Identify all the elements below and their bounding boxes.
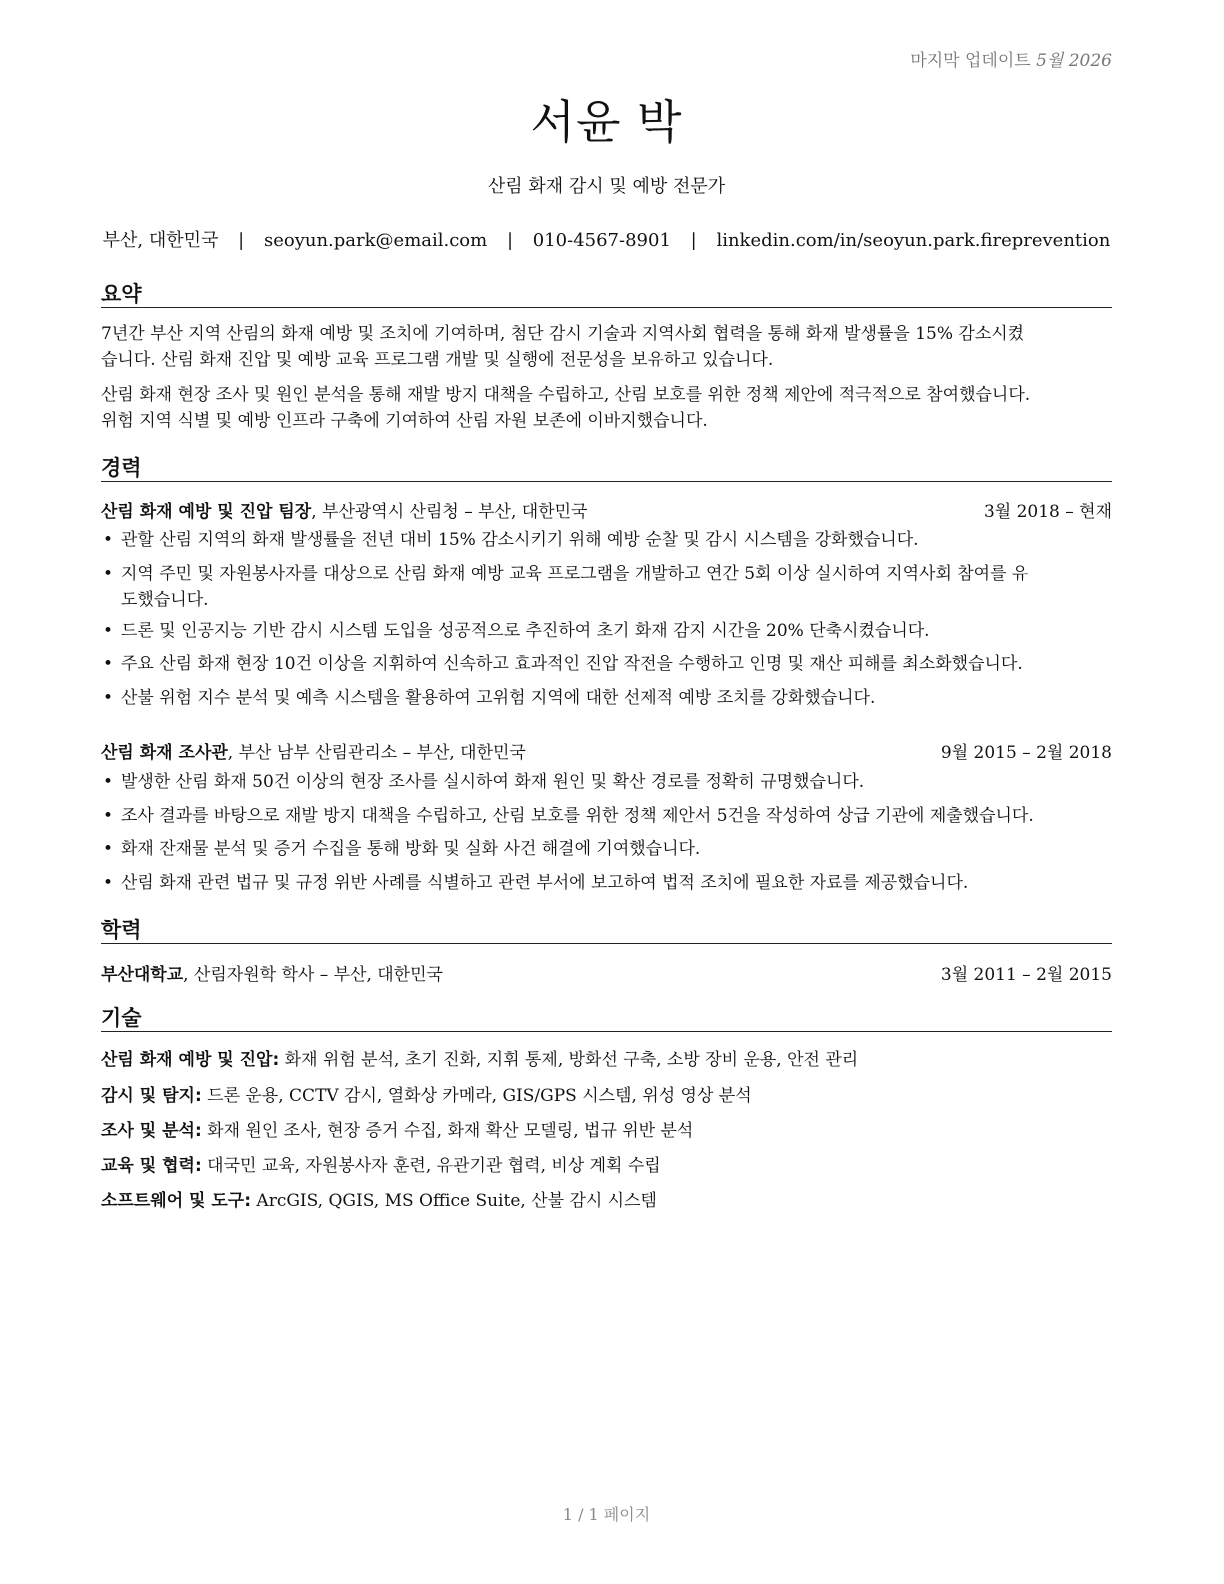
bullet-icon: • xyxy=(103,654,114,674)
bullet-text: 발생한 산림 화재 50건 이상의 현장 조사를 실시하여 화재 원인 및 확산 경로를 정확히 규명했습니다. xyxy=(121,772,865,792)
bullet-icon: • xyxy=(103,772,114,792)
section-title-summary: 요약 xyxy=(101,278,1112,308)
last-updated-label: 마지막 업데이트 xyxy=(910,51,1031,71)
skill-row xyxy=(101,1116,693,1141)
bullet-icon: • xyxy=(103,688,114,708)
education-dates: 3월 2011 – 2월 2015 xyxy=(940,965,1112,985)
education-school: 부산대학교 xyxy=(101,965,184,985)
bullet-text: 도했습니다. xyxy=(121,590,209,610)
bullet-icon: • xyxy=(103,873,114,893)
skill-label: 산림 화재 예방 및 진압: xyxy=(101,1050,280,1070)
summary-paragraph-2 xyxy=(101,382,1121,434)
contact-separator: | xyxy=(690,230,697,251)
skill-row xyxy=(101,1151,661,1176)
summary-paragraph-1 xyxy=(101,321,1121,373)
education-entry xyxy=(101,960,1112,984)
bullet-text: 지역 주민 및 자원봉사자를 대상으로 산림 화재 예방 교육 프로그램을 개발하고 연간 5회 이상 실시하여 지역사회 참여를 유 xyxy=(121,564,1029,584)
bullet-text: 산림 화재 관련 법규 및 규정 위반 사례를 식별하고 관련 부서에 보고하여 법적 조치에 필요한 자료를 제공했습니다. xyxy=(121,873,969,893)
job-header xyxy=(101,738,1112,762)
contact-separator: | xyxy=(238,230,245,251)
job-org: , 부산 남부 산림관리소 – 부산, 대한민국 xyxy=(227,743,526,763)
bullet-icon: • xyxy=(103,621,114,641)
summary-p1-line1: 7년간 부산 지역 산림의 화재 예방 및 조치에 기여하며, 첨단 감시 기술과 지역사회 협력을 통해 화재 발생률을 15% 감소시켰 xyxy=(101,324,1025,344)
skill-value: 드론 운용, CCTV 감시, 열화상 카메라, GIS/GPS 시스템, 위성 영상 분석 xyxy=(201,1086,752,1106)
contact-phone: 010-4567-8901 xyxy=(532,230,671,251)
bullet-text: 조사 결과를 바탕으로 재발 방지 대책을 수립하고, 산림 보호를 위한 정책 제안서 5건을 작성하여 상급 기관에 제출했습니다. xyxy=(121,806,1034,826)
education-degree: , 산림자원학 학사 – 부산, 대한민국 xyxy=(183,965,443,985)
skill-value: 화재 위험 분석, 초기 진화, 지휘 통제, 방화선 구축, 소방 장비 운용, 안전 관리 xyxy=(279,1050,859,1070)
skill-label: 교육 및 협력: xyxy=(101,1156,202,1176)
bullet-text: 드론 및 인공지능 기반 감시 시스템 도입을 성공적으로 추진하여 초기 화재 감지 시간을 20% 단축시켰습니다. xyxy=(121,621,930,641)
section-title-skills: 기술 xyxy=(101,1002,1112,1032)
skill-row xyxy=(101,1081,752,1106)
contact-separator: | xyxy=(506,230,514,251)
bullet-icon: • xyxy=(103,530,114,550)
skill-label: 조사 및 분석: xyxy=(101,1121,202,1141)
bullet-text: 관할 산림 지역의 화재 발생률을 전년 대비 15% 감소시키기 위해 예방 순찰 및 감시 시스템을 강화했습니다. xyxy=(121,530,919,550)
job-header xyxy=(101,497,1112,521)
skill-row xyxy=(101,1045,858,1070)
resume-page xyxy=(101,0,1112,1584)
skill-label: 소프트웨어 및 도구: xyxy=(101,1191,252,1211)
contact-linkedin[interactable]: linkedin.com/in/seoyun.park.fireprevention xyxy=(716,230,1111,251)
bullet-icon: • xyxy=(103,564,114,584)
job-org: , 부산광역시 산림청 – 부산, 대한민국 xyxy=(311,502,588,522)
summary-p1-line2: 습니다. 산림 화재 진압 및 예방 교육 프로그램 개발 및 실행에 전문성을 보유하고 있습니다. xyxy=(101,350,774,370)
job-role: 산림 화재 예방 및 진압 팀장 xyxy=(101,502,312,522)
bullet-text: 산불 위험 지수 분석 및 예측 시스템을 활용하여 고위험 지역에 대한 선제적 예방 조치를 강화했습니다. xyxy=(121,688,876,708)
job-role: 산림 화재 조사관 xyxy=(101,743,228,763)
skill-row xyxy=(101,1186,657,1211)
contact-line xyxy=(101,226,1112,252)
bullet-text: 화재 잔재물 분석 및 증거 수집을 통해 방화 및 실화 사건 해결에 기여했습니다. xyxy=(121,839,701,859)
skill-label: 감시 및 탐지: xyxy=(101,1086,202,1106)
contact-email[interactable]: seoyun.park@email.com xyxy=(263,230,488,251)
last-updated-date: 5월 2026 xyxy=(1036,51,1112,71)
job-dates: 3월 2018 – 현재 xyxy=(983,502,1112,522)
bullet-icon: • xyxy=(103,806,114,826)
summary-p2-line1: 산림 화재 현장 조사 및 원인 분석을 통해 재발 방지 대책을 수립하고, 산림 보호를 위한 정책 제안에 적극적으로 참여했습니다. xyxy=(101,385,1031,405)
summary-p2-line2: 위험 지역 식별 및 예방 인프라 구축에 기여하여 산림 자원 보존에 이바지했습니다. xyxy=(101,411,708,431)
skill-value: 대국민 교육, 자원봉사자 훈련, 유관기관 협력, 비상 계획 수립 xyxy=(201,1156,661,1176)
last-updated xyxy=(910,46,1112,71)
bullet-icon: • xyxy=(103,839,114,859)
job-dates: 9월 2015 – 2월 2018 xyxy=(940,743,1112,763)
contact-location: 부산, 대한민국 xyxy=(102,230,219,251)
candidate-name: 서윤 박 xyxy=(530,95,683,149)
section-title-education: 학력 xyxy=(101,914,1112,944)
page-number: 1 / 1 페이지 xyxy=(562,1505,651,1524)
bullet-text: 주요 산림 화재 현장 10건 이상을 지휘하여 신속하고 효과적인 진압 작전을 수행하고 인명 및 재산 피해를 최소화했습니다. xyxy=(121,654,1023,674)
candidate-headline: 산림 화재 감시 및 예방 전문가 xyxy=(487,176,726,197)
skill-value: ArcGIS, QGIS, MS Office Suite, 산불 감시 시스템 xyxy=(251,1191,657,1211)
skill-value: 화재 원인 조사, 현장 증거 수집, 화재 확산 모델링, 법규 위반 분석 xyxy=(201,1121,694,1141)
section-title-experience: 경력 xyxy=(101,452,1112,482)
